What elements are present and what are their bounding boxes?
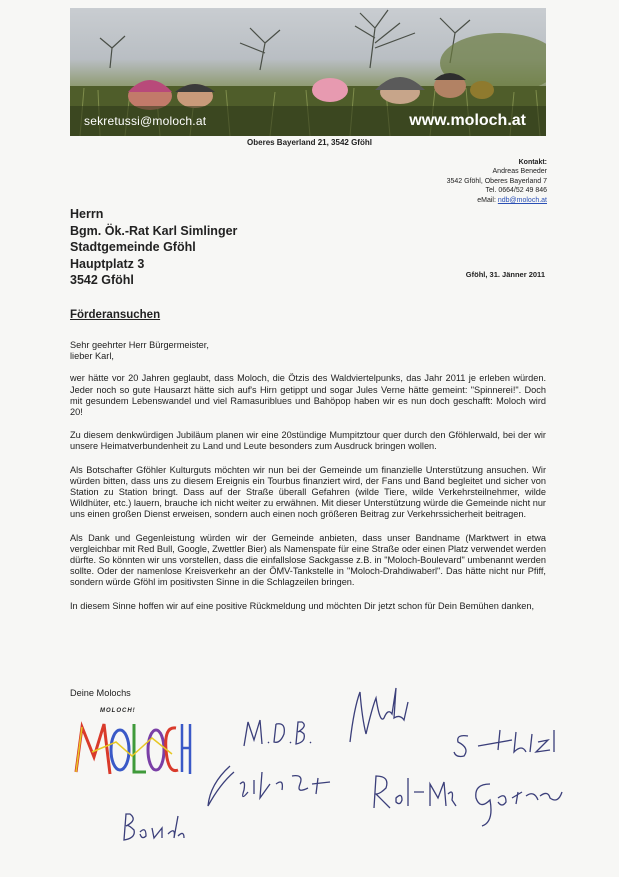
contact-email-label: eMail: [477, 196, 496, 204]
signature-6 [468, 770, 568, 830]
salutation [70, 340, 546, 362]
band-logo [72, 712, 192, 782]
signature-mdb [240, 712, 320, 752]
closing: Deine Molochs [70, 688, 131, 698]
contact-email-row [447, 196, 547, 205]
contact-email-link[interactable]: ndb@moloch.at [497, 196, 547, 204]
contact-name: Andreas Beneder [492, 168, 547, 176]
signature-2 [340, 678, 420, 748]
recipient-line-2: Bgm. Ök.-Rat Karl Simlinger [70, 223, 238, 238]
letter-subject: Förderansuchen [70, 309, 161, 321]
paragraph-5: In diesem Sinne hoffen wir auf eine positive Rückmeldung und möchten Dir jetzt schon für Dein Bemühen danken, [70, 600, 535, 611]
recipient-block [70, 206, 237, 289]
signature-4 [200, 754, 340, 814]
salutation-line-1: Sehr geehrter Herr Bürgermeister, [70, 340, 209, 350]
recipient-line-4: Hauptplatz 3 [70, 256, 145, 271]
header-website[interactable]: www.moloch.at [409, 112, 526, 129]
salutation-line-2: lieber Karl, [70, 351, 114, 362]
contact-address: 3542 Gföhl, Oberes Bayerland 7 [446, 177, 547, 185]
paragraph-4: Als Dank und Gegenleistung würden wir der Gemeinde anbieten, dass unser Bandname (Marktwert in etwa vergleichbar mit Red Bull, Google, Zwettler Bier) als Namenspate für eine Straße oder einen Platz verwendet werden dürfte. So könnten wir uns vorstellen, dass die einfallslose Sackgasse z.B. in "Moloch-Boulevard" umbenannt werden sollte. Oder der namenlose Kreisverkehr an der ÖMV-Tankstelle in "Moloch-Drahdiwaberl". Das hätte nicht nur Pfiff, sondern würde Gföhl im positivsten Sinne in die Schlagzeilen bringen. [70, 532, 546, 588]
signature-7 [118, 806, 188, 846]
contact-tel: Tel. 0664/52 49 846 [485, 187, 547, 195]
contact-label: Kontakt: [518, 159, 547, 166]
paragraph-1: wer hätte vor 20 Jahren geglaubt, dass Moloch, die Ötzis des Waldviertelpunks, das Jahr 2011 je erleben würden. Jeder noch so gute Hausarzt hätte sich auf's Hirn getippt und sogar Jules Verne hätte gemeint: "Spinnerei!". Doch mit gesundem Lebenswandel und viel Ramasuriblues und Bahöpop haben wir es nun doch geschafft: Moloch wird 20! [70, 373, 546, 418]
paragraph-3: Als Botschafter Gföhler Kulturguts möchten wir nun bei der Gemeinde um finanzielle Unterstützung ansuchen. Wir würden bitten, dass uns zu diesem Ereignis ein Tourbus finanziert wird, der Fans und Band begleitet und sicher von Station zu Station bringt. Dass auf der Straße überall Gefahren (wilde Tiere, wilde Verkehrsteilnehmer, wilde Wildhüter, etc.) lauern, brauche ich nicht weiter zu erwähnen. Mit dieser Unterstützung würde die Gemeinde nicht nur uns einen großen Dienst erweisen, sondern auch einen noch größeren Beitrag zur Verkehrssicherheit beitragen. [70, 464, 546, 520]
letter-body [70, 340, 546, 624]
paragraph-2: Zu diesem denkwürdigen Jubiläum planen wir eine 20stündige Mumpitztour quer durch den Gföhlerwald, bei der wir unsere Heimatverbundenheit zu Land und Leute besonders zum Ausdruck bringen wollen. [70, 430, 546, 452]
signature-5 [368, 768, 458, 818]
band-logo-caption: MOLOCH! [100, 708, 136, 714]
header-email[interactable]: sekretussi@moloch.at [84, 114, 207, 128]
recipient-line-5: 3542 Gföhl [70, 273, 134, 287]
recipient-line-3: Stadtgemeinde Gföhl [70, 240, 196, 254]
sender-address: Oberes Bayerland 21, 3542 Gföhl [247, 138, 372, 147]
recipient-line-1: Herrn [70, 207, 104, 221]
header-photo [70, 8, 546, 136]
contact-block [447, 158, 547, 205]
signature-3 [450, 722, 560, 762]
letter-date: Gföhl, 31. Jänner 2011 [465, 270, 545, 279]
